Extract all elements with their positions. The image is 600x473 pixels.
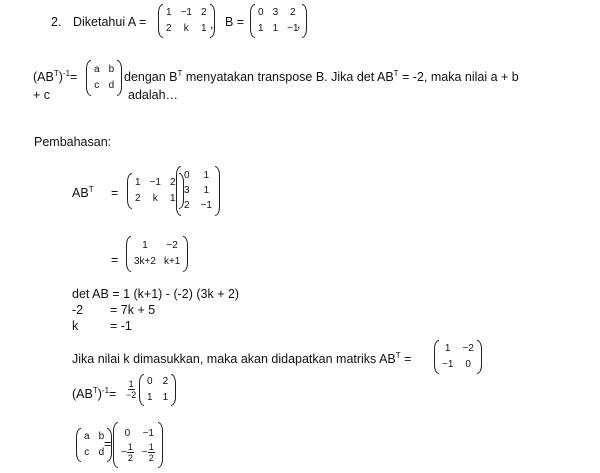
matrix-cell: 2 xyxy=(135,193,141,204)
fraction xyxy=(126,379,136,400)
matrix-cell: b xyxy=(98,431,105,442)
matrix-cells xyxy=(118,426,158,465)
b-label: B = xyxy=(225,15,245,29)
inverse-label xyxy=(72,386,116,402)
superscript: T xyxy=(88,185,94,194)
superscript: T xyxy=(92,386,98,395)
minus-sign: − xyxy=(141,446,148,458)
fraction-numerator: 1 xyxy=(148,441,154,452)
matrix-a xyxy=(158,4,215,38)
inv-part: ) xyxy=(97,387,102,401)
matrix-b-transpose xyxy=(176,166,220,216)
matrix-adjugate xyxy=(139,374,176,406)
matrix-cell: d xyxy=(108,80,115,91)
matrix-abcd xyxy=(86,60,122,96)
superscript: -1 xyxy=(62,69,71,78)
matrix-cell xyxy=(142,442,155,463)
matrix-cells xyxy=(439,341,477,373)
matrix-cell: 3 xyxy=(272,7,279,18)
fraction-denominator: −2 xyxy=(126,390,137,400)
comma: , xyxy=(210,17,214,31)
matrix-b-cells xyxy=(255,5,302,37)
fraction xyxy=(127,442,134,463)
equals: = xyxy=(111,186,119,200)
matrix-cell xyxy=(121,442,134,463)
matrix-cell: k xyxy=(152,193,158,204)
matrix-cell: 2 xyxy=(290,7,296,18)
comma: , xyxy=(297,17,301,31)
superscript: T xyxy=(393,69,399,78)
matrix-cell: −2 xyxy=(166,240,178,251)
matrix-abt-substituted xyxy=(434,340,482,374)
matrix-cell: −1 xyxy=(287,23,299,34)
superscript: T xyxy=(53,69,59,78)
substitution-text xyxy=(72,351,411,367)
problem-description xyxy=(124,69,519,85)
inv-part: (AB xyxy=(72,387,93,401)
matrix-cell: 2 xyxy=(162,376,169,387)
matrix-cell: 0 xyxy=(124,427,131,439)
matrix-cell: 1 xyxy=(169,193,176,204)
matrix-inverse-result xyxy=(113,422,163,468)
matrix-cell: −1 xyxy=(149,177,161,188)
superscript: T xyxy=(177,69,183,78)
matrix-cell: 1 xyxy=(142,240,148,251)
matrix-cell: 3k+2 xyxy=(134,256,156,267)
matrix-cell: 1 xyxy=(166,7,172,18)
step2-right: = 7k + 5 xyxy=(110,303,156,317)
matrix-cell: 2 xyxy=(166,23,172,34)
matrix-cell: −1 xyxy=(442,359,454,370)
matrix-cell: 0 xyxy=(258,7,264,18)
given-label: Diketahui A = xyxy=(73,15,147,29)
matrix-cells xyxy=(144,374,171,406)
inverse-expression xyxy=(33,69,77,85)
matrix-cells xyxy=(132,175,179,207)
matrix-cell: 2 xyxy=(184,200,190,211)
matrix-cell: 0 xyxy=(147,376,153,387)
close-paren: ) xyxy=(58,70,63,84)
matrix-cell: −1 xyxy=(180,7,192,18)
matrix-abcd-cells xyxy=(91,62,117,94)
problem-line2-right: adalah… xyxy=(128,88,179,102)
matrix-cell: 3 xyxy=(184,185,190,196)
equals: = xyxy=(70,70,78,84)
matrix-cell: −2 xyxy=(462,343,474,354)
matrix-cells xyxy=(131,238,183,270)
abt-label xyxy=(72,185,94,201)
matrix-cell: −1 xyxy=(142,427,154,439)
fraction-denominator: 2 xyxy=(127,452,133,463)
equals: = xyxy=(109,387,117,401)
subst-part: = xyxy=(400,352,412,366)
matrix-cell: 0 xyxy=(465,359,471,370)
fraction-numerator: 1 xyxy=(127,441,133,452)
equals: = xyxy=(104,437,112,451)
abt-text: AB xyxy=(72,186,89,200)
matrix-cells xyxy=(181,168,215,214)
step3-right: = -1 xyxy=(110,319,132,333)
matrix-cell: −1 xyxy=(200,200,212,211)
matrix-abt-result xyxy=(126,236,188,272)
minus-sign: − xyxy=(121,446,127,458)
inverse-lhs: (AB xyxy=(33,70,54,84)
matrix-cell: b xyxy=(108,64,115,75)
matrix-cell: a xyxy=(84,431,90,442)
matrix-cell: c xyxy=(94,80,100,91)
subst-part: Jika nilai k dimasukkan, maka akan didapatkan matriks AB xyxy=(72,352,396,366)
matrix-cell: 1 xyxy=(444,343,451,354)
problem-number: 2. xyxy=(51,15,62,29)
equals: = xyxy=(111,253,119,267)
matrix-cell: k xyxy=(183,23,189,34)
problem-line2-left: + c xyxy=(33,88,51,102)
matrix-cell: 1 xyxy=(203,170,210,181)
fraction-denominator: 2 xyxy=(148,452,154,463)
solution-heading: Pembahasan: xyxy=(34,135,112,149)
matrix-cell: 1 xyxy=(272,23,279,34)
step3-left: k xyxy=(72,319,79,333)
matrix-cell: 1 xyxy=(135,177,141,188)
matrix-cell: 1 xyxy=(162,392,169,403)
matrix-cell: a xyxy=(94,64,100,75)
matrix-cell: k+1 xyxy=(163,256,181,267)
matrix-cell: 1 xyxy=(200,23,207,34)
desc-part: menyatakan transpose B. Jika det AB xyxy=(182,70,394,84)
matrix-cell: c xyxy=(84,447,90,458)
matrix-cell: d xyxy=(98,447,105,458)
desc-part: dengan B xyxy=(124,70,178,84)
matrix-cell: 2 xyxy=(169,177,176,188)
desc-part: = -2, maka nilai a + b xyxy=(398,70,519,84)
step2-left: -2 xyxy=(72,303,84,317)
fraction xyxy=(148,442,155,463)
det-line: det AB = 1 (k+1) - (-2) (3k + 2) xyxy=(72,287,240,301)
superscript: T xyxy=(395,351,401,360)
matrix-cell: 1 xyxy=(147,392,153,403)
matrix-cell: 0 xyxy=(184,170,190,181)
fraction-numerator: 1 xyxy=(128,379,134,389)
matrix-cell: 1 xyxy=(203,185,210,196)
matrix-a-cells xyxy=(163,5,210,37)
matrix-cell: 1 xyxy=(258,23,264,34)
matrix-cell: 2 xyxy=(200,7,207,18)
superscript: -1 xyxy=(101,386,110,395)
